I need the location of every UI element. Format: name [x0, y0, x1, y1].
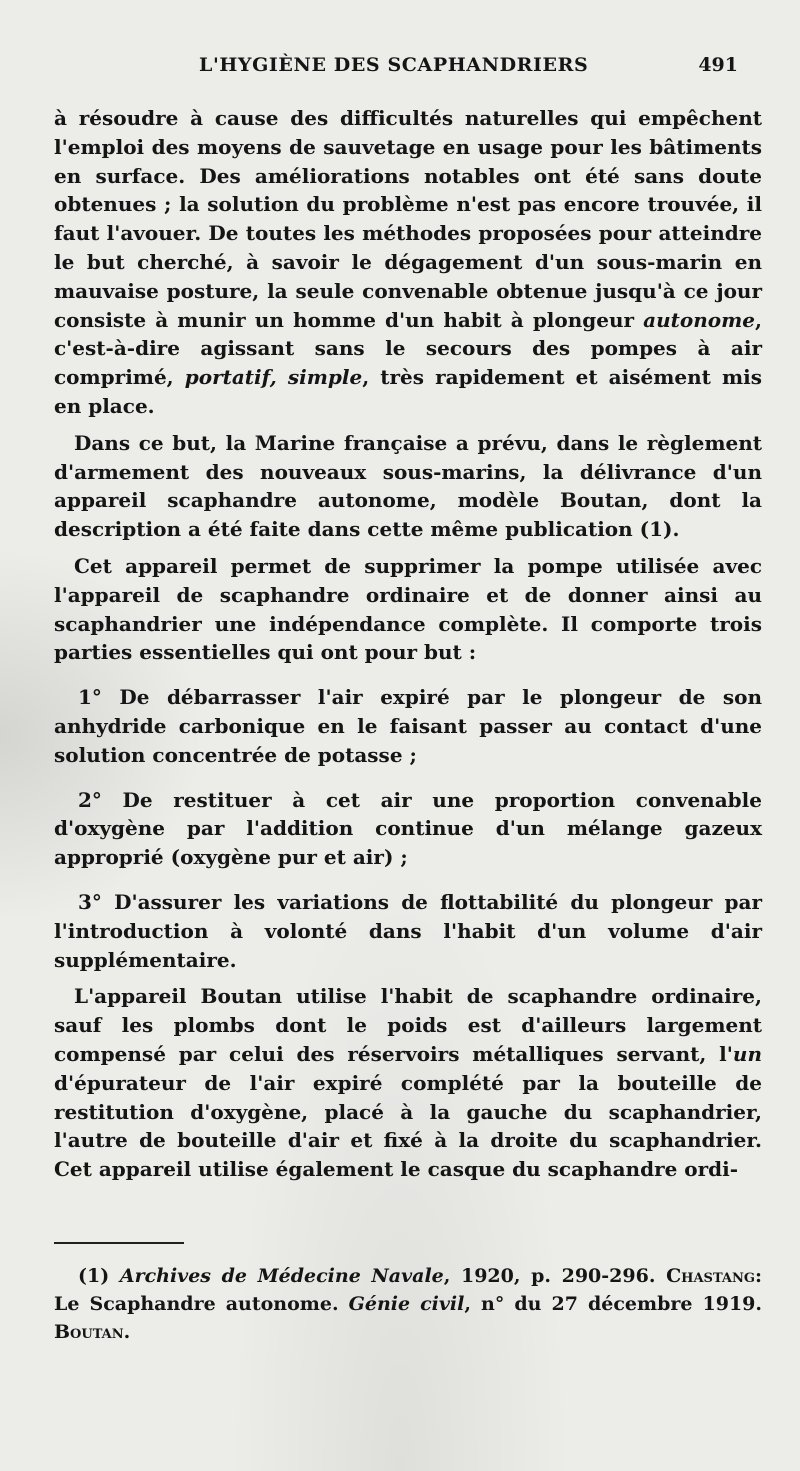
running-head-title: L'HYGIÈNE DES SCAPHANDRIERS	[199, 54, 589, 76]
footnote-source-2: Génie civil	[348, 1292, 465, 1315]
footnote-text-2: : Le Scaphandre autonome.	[54, 1264, 762, 1315]
list-item-3: 3° D'assurer les variations de flottabilité du plongeur par l'introduction à volonté dans l'habit d'un volume d'air supplémentaire.	[54, 889, 762, 972]
emphasis-un: un	[732, 1041, 762, 1066]
running-head	[54, 52, 762, 86]
footnote-number: (1)	[78, 1264, 110, 1287]
footnote-author-1: Chastang	[666, 1264, 755, 1287]
footnote-text-4: .	[123, 1320, 131, 1343]
page-number: 491	[698, 54, 738, 76]
paragraph-2: Dans ce but, la Marine française a prévu, dans le règlement d'armement des nouveaux sous-marins, la délivrance d'un appareil scaphandre autonome, modèle Boutan, dont la description a été faite dans cette même publication (1).	[54, 430, 762, 542]
paragraph-1	[54, 104, 762, 421]
paragraph-1-end: , très rapidement et aisément mis en place.	[54, 365, 762, 418]
footnote-text-3: , n° du 27 décembre 1919.	[464, 1292, 762, 1315]
paragraph-1-middle: , c'est-à-dire agissant sans le secours des pompes à air comprimé,	[54, 307, 762, 390]
footnote	[54, 1262, 762, 1346]
list-item-2: 2° De restituer à cet air une proportion convenable d'oxygène par l'addition continue d'un mélange gazeux approprié (oxygène pur et air) ;	[54, 787, 762, 870]
paragraph-4-end: d'épurateur de l'air expiré complété par la bouteille de restitution d'oxygène, placé à la gauche du scaphandrier, l'autre de bouteille d'air et fixé à la droite du scaphandrier. Cet appareil utilise également le casque du scaphandre ordi-	[54, 1070, 762, 1182]
paragraph-4	[54, 982, 762, 1184]
footnote-text-1: , 1920, p. 290-296.	[443, 1264, 667, 1287]
emphasis-portatif-simple: portatif, simple	[184, 365, 363, 390]
paragraph-3: Cet appareil permet de supprimer la pompe utilisée avec l'appareil de scaphandre ordinaire et de donner ainsi au scaphandrier une indépendance complète. Il comporte trois parties essentielles qui ont pour but :	[54, 553, 762, 665]
footnote-divider	[54, 1242, 184, 1244]
footnote-author-2: Boutan	[54, 1320, 124, 1343]
footnote-source-1: Archives de Médecine Navale	[119, 1264, 444, 1287]
list-item-1: 1° De débarrasser l'air expiré par le plongeur de son anhydride carbonique en le faisant passer au contact d'une solution concentrée de potasse ;	[54, 685, 762, 767]
body-text	[54, 104, 762, 1184]
emphasis-autonome: autonome	[643, 307, 756, 332]
paragraph-1-text: à résoudre à cause des difficultés naturelles qui empêchent l'emploi des moyens de sauvetage en usage pour les bâtiments en surface. Des améliorations notables ont été sans doute obtenues ; la solution du problème n'est pas encore trouvée, il faut l'avouer. De toutes les méthodes proposées pour atteindre le but cherché, à savoir le dégagement d'un sous-marin en mauvaise posture, la seule convenable obtenue jusqu'à ce jour consiste à munir un homme d'un habit à plongeur	[54, 106, 762, 332]
paragraph-4-text: L'appareil Boutan utilise l'habit de scaphandre ordinaire, sauf les plombs dont le poids est d'ailleurs largement compensé par celui des réservoirs métalliques servant, l'	[54, 984, 762, 1066]
